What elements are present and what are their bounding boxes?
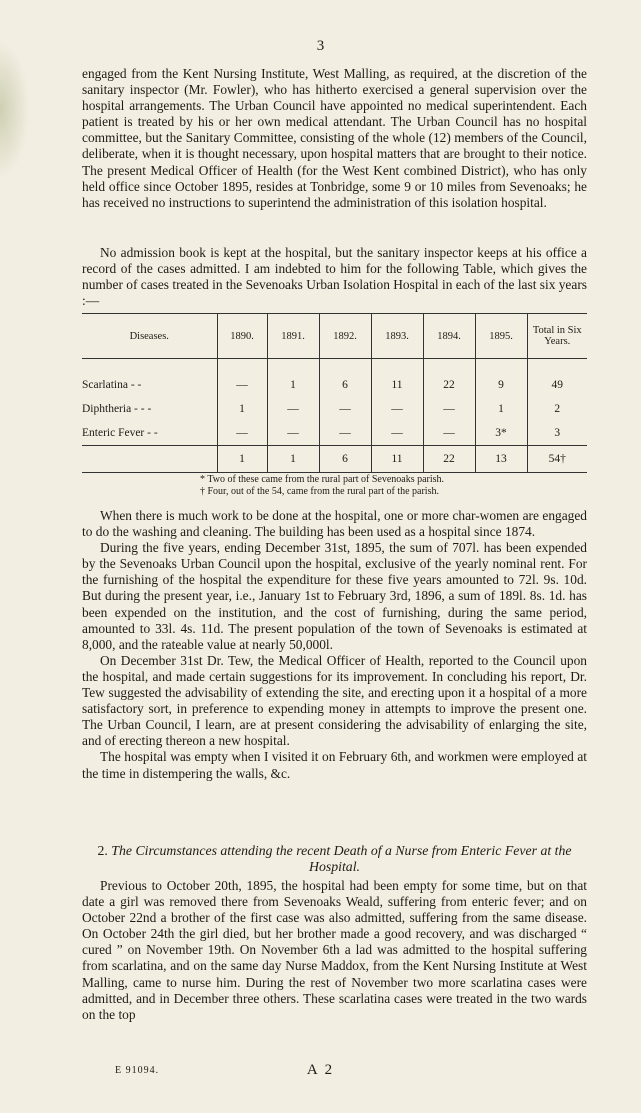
table-cell: Scarlatina - -: [82, 379, 142, 391]
table-cell: 49: [527, 359, 587, 398]
table-cell: 1: [475, 397, 527, 421]
table-cell: 11: [371, 359, 423, 398]
table-cell: 1: [267, 446, 319, 473]
table-cell: 1: [217, 446, 267, 473]
table-cell: Diphtheria - - -: [82, 403, 152, 415]
sheet-signature: A 2: [306, 1062, 335, 1078]
table-header-cell: 1891.: [267, 314, 319, 359]
table-cell: —: [423, 397, 475, 421]
table-row: [82, 421, 587, 446]
table-total-row: [82, 446, 587, 473]
text-block-bottom: [82, 878, 587, 1023]
table-cell: —: [217, 359, 267, 398]
page-stain: [0, 40, 30, 180]
table-cell: 3: [527, 421, 587, 446]
table-cell: Enteric Fever - -: [82, 427, 158, 439]
table-row: [82, 397, 587, 421]
table-cell: 13: [475, 446, 527, 473]
table-cell: 3*: [475, 421, 527, 446]
paragraph: No admission book is kept at the hospital, but the sanitary inspector keeps at his office a record of the cases admitted. I am indebted to him for the following Table, which gives the number of cases treated in the Sevenoaks Urban Isolation Hospital in each of the last six years :—: [82, 245, 587, 309]
text-block-middle: [82, 508, 587, 782]
table-cell: 22: [423, 446, 475, 473]
paragraph: During the five years, ending December 31st, 1895, the sum of 707l. has been expended by the Sevenoaks Urban Council upon the hospital, exclusive of the yearly nominal rent. For the furnishing of the hospital the expenditure for these five years amounted to 72l. 9s. 10d. But during the present year, i.e., January 1st to February 3rd, 1896, a sum of 189l. 8s. 1d. has been expended on the institution, and the cost of furnishing, during the same period, amounted to 33l. 4s. 11d. The present population of the town of Sevenoaks is estimated at 8,000, and the rateable value at nearly 50,000l.: [82, 540, 587, 652]
paragraph: When there is much work to be done at the hospital, one or more char-women are engaged to do the washing and cleaning. The building has been used as a hospital since 1874.: [82, 508, 587, 540]
section-title: The Circumstances attending the recent Death of a Nurse from Enteric Fever at the Hospital.: [111, 843, 572, 874]
table-cell: —: [371, 421, 423, 446]
text-block-top: [82, 66, 587, 211]
paragraph: The hospital was empty when I visited it on February 6th, and workmen were employed at the time in distempering the walls, &c.: [82, 749, 587, 781]
table-header-cell: 1895.: [475, 314, 527, 359]
paragraph: engaged from the Kent Nursing Institute, West Malling, as required, at the discretion of the sanitary inspector (Mr. Fowler), who has hitherto exercised a general supervision over the hospital arrangements. The Urban Council have appointed no medical superintendent. Each patient is treated by his or her own medical attendant. The Urban Council has no hospital committee, but the Sanitary Committee, consisting of the whole (12) members of the Council, deliberate, when it is thought necessary, upon hospital matters that are brought to their notice. The present Medical Officer of Health (for the West Kent combined District), who has only held office since October 1895, resides at Tonbridge, some 9 or 10 miles from Sevenoaks; he has received no instructions to superintend the administration of this isolation hospital.: [82, 66, 587, 210]
table-cell: —: [267, 421, 319, 446]
page-number: 3: [316, 38, 325, 54]
table-cell: —: [217, 421, 267, 446]
table-cell: —: [319, 397, 371, 421]
table-cell: —: [319, 421, 371, 446]
paragraph: On December 31st Dr. Tew, the Medical Officer of Health, reported to the Council upon the hospital, and made certain suggestions for its improvement. In concluding his report, Dr. Tew suggested the advisability of extending the site, and erecting upon it a hospital of a more satisfactory sort, in preference to expending money in attempts to improve the present one. The Urban Council, I learn, are at present considering the advisability of enlarging the site, and of erecting thereon a new hospital.: [82, 652, 587, 749]
section-number: 2.: [97, 843, 108, 858]
table-cell: 22: [423, 359, 475, 398]
table-cell: 1: [267, 359, 319, 398]
table-cell: 54†: [527, 446, 587, 473]
table-header-cell: 1894.: [423, 314, 475, 359]
table-header-cell: Total in Six Years.: [527, 314, 587, 359]
table-header-cell: 1893.: [371, 314, 423, 359]
table-cell: 6: [319, 446, 371, 473]
cases-table: [82, 313, 587, 473]
table-footnotes: [200, 474, 444, 498]
table-cell: 9: [475, 359, 527, 398]
table-cell: [82, 446, 217, 473]
table-header-cell: Diseases.: [82, 314, 217, 359]
text-block-admission: [82, 245, 587, 309]
cases-table-wrap: [82, 313, 587, 473]
table-cell: 1: [217, 397, 267, 421]
table-cell: 2: [527, 397, 587, 421]
table-header-cell: 1890.: [217, 314, 267, 359]
footnote: * Two of these came from the rural part of Sevenoaks parish.: [200, 474, 445, 485]
table-cell: —: [267, 397, 319, 421]
table-cell: 11: [371, 446, 423, 473]
footnote: † Four, out of the 54, came from the rural part of the parish.: [200, 486, 439, 497]
table-cell: —: [423, 421, 475, 446]
printer-mark: E 91094.: [115, 1065, 160, 1076]
paragraph: Previous to October 20th, 1895, the hospital had been empty for some time, but on that date a girl was removed there from Sevenoaks Weald, suffering from enteric fever; and on October 22nd a brother of the first case was also admitted, suffering from the same disease. On October 24th the girl died, but her brother made a good recovery, and was discharged “ cured ” on November 19th. On November 6th a lad was admitted to the hospital suffering from scarlatina, and on the same day Nurse Maddox, from the Kent Nursing Institute at West Malling, came to nurse him. During the rest of November two more scarlatina cases were admitted, and in December three others. These scarlatina cases were treated in the two wards on the top: [82, 878, 587, 1022]
table-header-row: [82, 314, 587, 359]
section-heading: [82, 843, 587, 875]
table-row: [82, 359, 587, 398]
table-cell: 6: [319, 359, 371, 398]
table-cell: —: [371, 397, 423, 421]
table-header-cell: 1892.: [319, 314, 371, 359]
